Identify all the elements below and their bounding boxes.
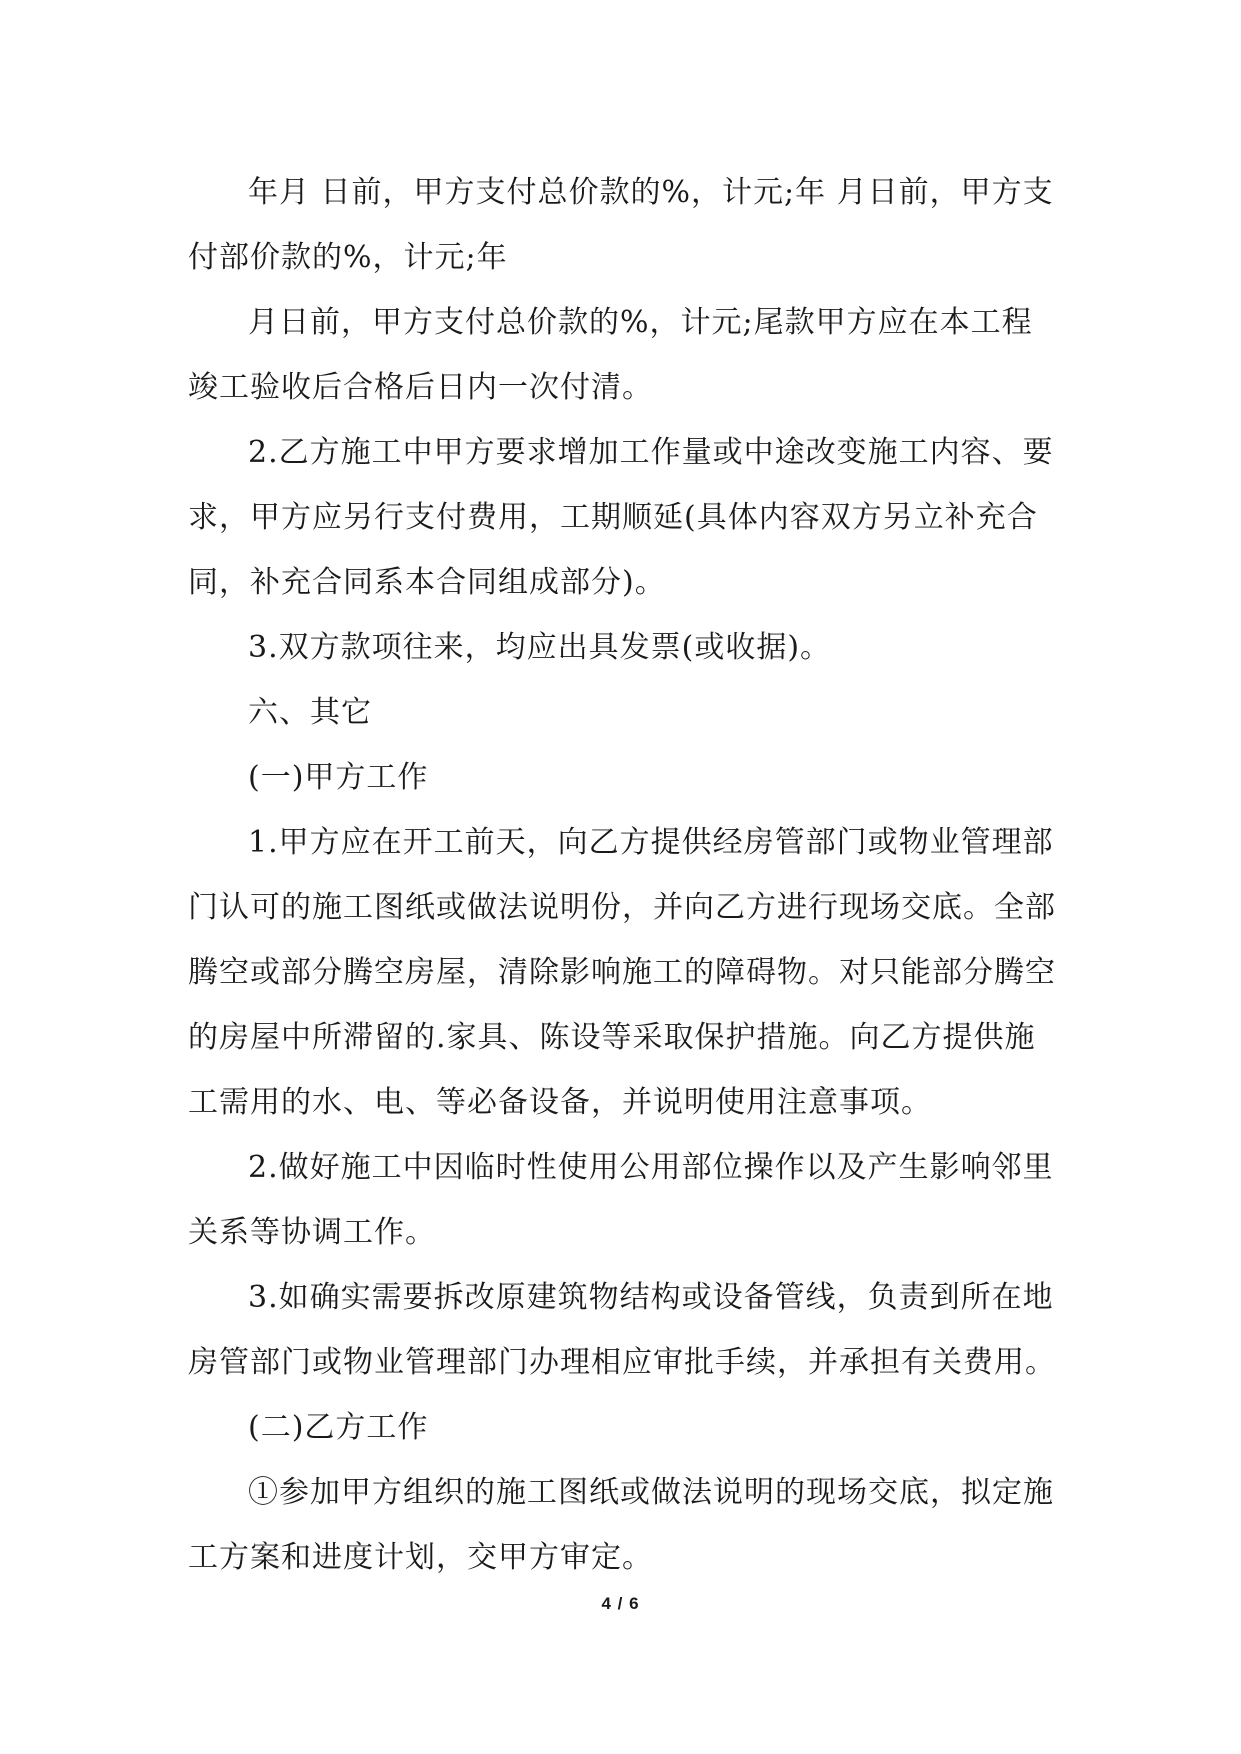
paragraph-party-b-item-1: ①参加甲方组织的施工图纸或做法说明的现场交底，拟定施工方案和进度计划，交甲方审定。: [188, 1475, 1054, 1575]
subsection-heading-party-b: (二)乙方工作: [248, 1410, 429, 1445]
subsection-heading-party-a: (一)甲方工作: [248, 760, 429, 795]
paragraph-payment-schedule-2: 月日前，甲方支付总价款的%，计元;尾款甲方应在本工程竣工验收后合格后日内一次付清。: [188, 305, 1033, 405]
paragraph-party-a-item-1: 1.甲方应在开工前天，向乙方提供经房管部门或物业管理部门认可的施工图纸或做法说明份，并向乙方进行现场交底。全部腾空或部分腾空房屋，清除影响施工的障碍物。对只能部分腾空的房屋中所滞留的.家具、陈设等采取保护措施。向乙方提供施工需用的水、电、等必备设备，并说明使用注意事项。: [188, 825, 1056, 1120]
paragraph-party-a-item-3: 3.如确实需要拆改原建筑物结构或设备管线，负责到所在地房管部门或物业管理部门办理相应审批手续，并承担有关费用。: [188, 1280, 1056, 1380]
document-body: [188, 160, 1060, 1590]
section-heading-other: 六、其它: [248, 695, 372, 730]
paragraph-clause-3: 3.双方款项往来，均应出具发票(或收据)。: [248, 630, 832, 665]
paragraph-party-a-item-2: 2.做好施工中因临时性使用公用部位操作以及产生影响邻里关系等协调工作。: [188, 1150, 1054, 1250]
paragraph-clause-2: 2.乙方施工中甲方要求增加工作量或中途改变施工内容、要求，甲方应另行支付费用，工期顺延(具体内容双方另立补充合同，补充合同系本合同组成部分)。: [188, 435, 1054, 600]
page-number: 4 / 6: [601, 1594, 640, 1613]
paragraph-payment-schedule-1: 年月 日前，甲方支付总价款的%，计元;年 月日前，甲方支付部价款的%，计元;年: [188, 175, 1054, 275]
